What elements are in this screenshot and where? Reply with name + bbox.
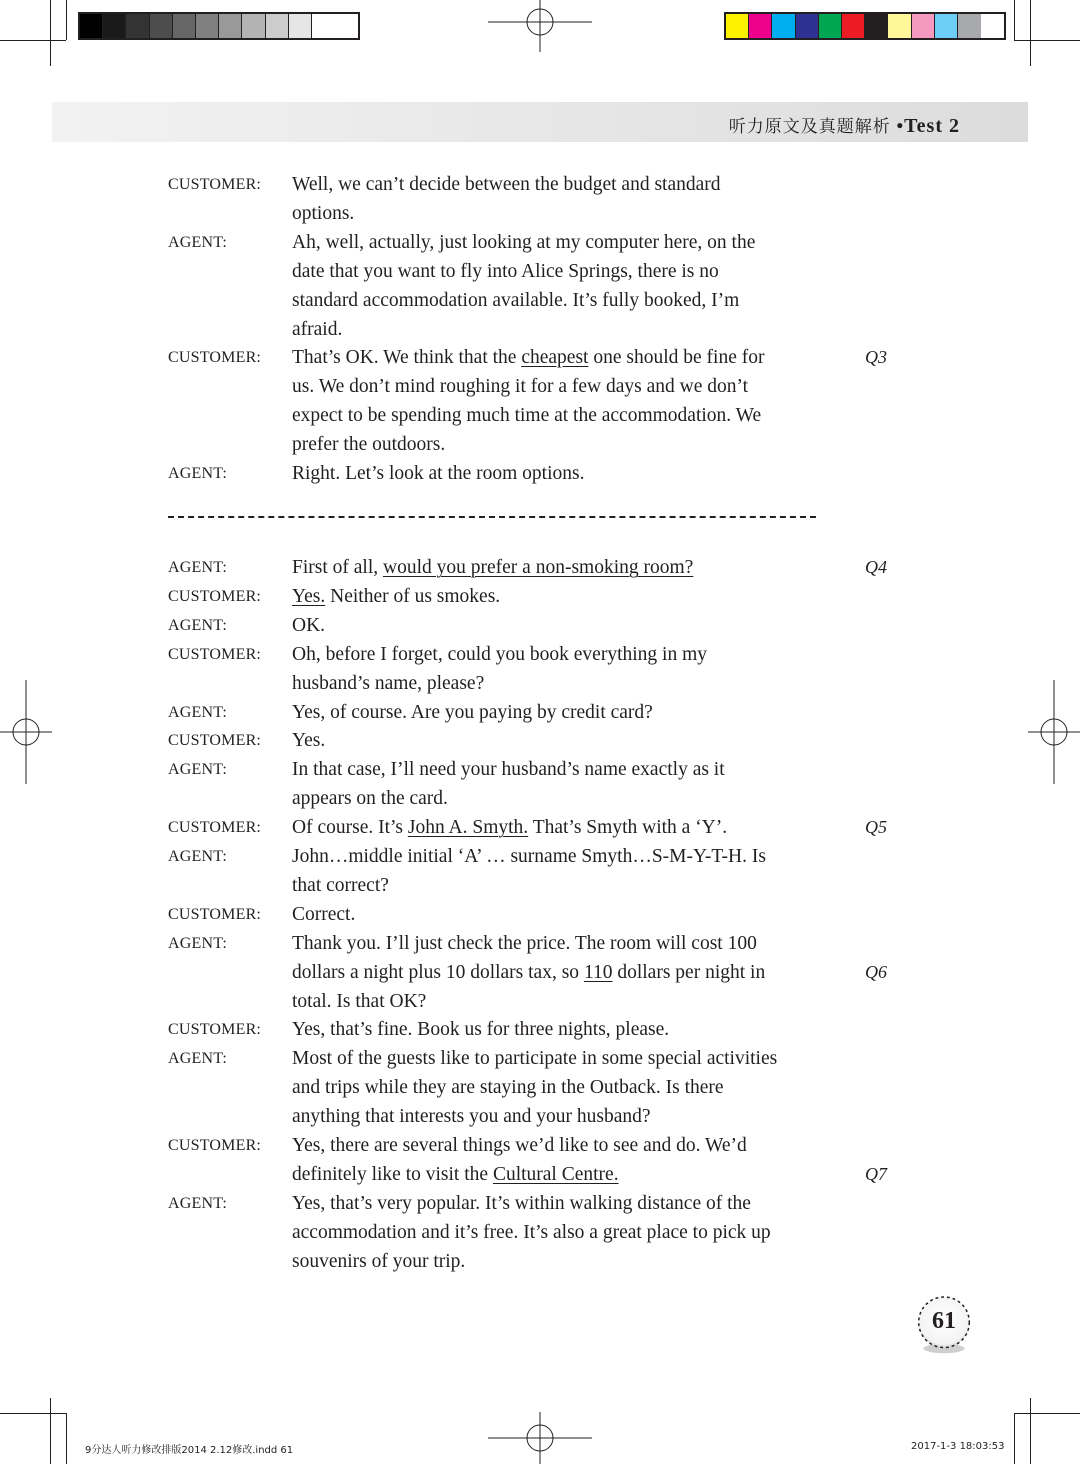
dialogue-line xyxy=(168,669,908,698)
dialogue-line xyxy=(168,315,908,344)
text-segment: Most of the guests like to participate in some special activities xyxy=(292,1048,778,1070)
text-segment: First of all, xyxy=(292,557,383,578)
color-swatch xyxy=(842,14,865,38)
dialogue-line xyxy=(168,1160,908,1189)
color-swatch xyxy=(80,14,103,38)
text-segment: definitely like to visit the xyxy=(292,1163,493,1185)
dialogue-line xyxy=(168,372,908,401)
dialogue-text xyxy=(292,228,755,257)
dialogue-text xyxy=(292,553,693,582)
dialogue-text xyxy=(292,582,500,611)
crop-mark xyxy=(1014,0,1015,40)
dialogue-line xyxy=(168,459,908,488)
text-segment: souvenirs of your trip. xyxy=(292,1250,466,1272)
speaker-label: CUSTOMER: xyxy=(168,176,262,193)
underlined-answer: 110 xyxy=(583,961,613,983)
dialogue-text xyxy=(292,372,748,401)
dialogue-line xyxy=(168,698,908,727)
dialogue-line xyxy=(168,228,908,257)
dialogue-line xyxy=(168,170,908,199)
dialogue-line xyxy=(168,430,908,459)
text-segment: That’s OK. We think that the xyxy=(292,347,522,369)
dialogue-line xyxy=(168,1073,908,1102)
color-swatch xyxy=(796,14,819,38)
question-marker: Q4 xyxy=(865,557,887,577)
header-title-cn: 听力原文及真题解析 xyxy=(728,117,891,137)
text-segment: appears on the card. xyxy=(292,788,448,810)
dialogue-text xyxy=(292,1073,724,1102)
dialogue-line xyxy=(168,343,908,372)
dialogue-text xyxy=(292,698,653,727)
color-swatch xyxy=(312,14,335,38)
color-swatch xyxy=(289,14,312,38)
dialogue-text xyxy=(292,430,445,459)
text-segment: dollars per night in xyxy=(612,961,766,983)
speaker-label: CUSTOMER: xyxy=(168,645,262,663)
text-segment: Of course. It’s xyxy=(292,817,408,839)
text-segment: husband’s name, please? xyxy=(292,672,485,694)
dialogue-text xyxy=(292,987,426,1016)
dialogue-line xyxy=(168,640,908,669)
dialogue-text xyxy=(292,611,325,640)
color-swatch xyxy=(865,14,888,38)
header-test-label: Test 2 xyxy=(904,115,960,137)
speaker-label: AGENT: xyxy=(168,761,228,779)
dialogue-text xyxy=(292,315,342,344)
text-segment: Ah, well, actually, just looking at my computer here, on the xyxy=(292,231,756,253)
dialogue-line xyxy=(168,842,908,871)
dialogue-line xyxy=(168,1218,908,1247)
speaker-label: AGENT: xyxy=(168,703,228,721)
underlined-answer: Cultural Centre. xyxy=(492,1163,619,1185)
crop-mark xyxy=(66,1413,67,1464)
dialogue-line xyxy=(168,257,908,286)
dialogue-line xyxy=(168,987,908,1016)
speaker-label: AGENT: xyxy=(168,233,228,251)
speaker-label: AGENT: xyxy=(168,616,228,634)
dialogue-text xyxy=(292,401,761,430)
text-segment: standard accommodation available. It’s fully booked, I’m xyxy=(292,289,740,311)
dialogue-text xyxy=(292,1102,651,1131)
crop-mark xyxy=(1014,1413,1080,1414)
text-segment: Thank you. I’ll just check the price. The room will cost 100 xyxy=(292,932,757,954)
text-segment: In that case, I’ll need your husband’s name exactly as it xyxy=(292,759,725,781)
dialogue-line xyxy=(168,1102,908,1131)
color-swatch xyxy=(772,14,795,38)
dialogue-text xyxy=(292,1015,669,1044)
footer-timestamp: 2017-1-3 18:03:53 xyxy=(911,1441,1005,1452)
speaker-label: CUSTOMER: xyxy=(168,1137,262,1154)
text-segment: and trips while they are staying in the Outback. Is there xyxy=(292,1077,724,1099)
color-swatch xyxy=(958,14,981,38)
crop-mark xyxy=(0,1413,66,1414)
dialogue-text xyxy=(292,755,725,784)
text-segment: Yes, that’s fine. Book us for three nights, please. xyxy=(292,1019,670,1041)
section-divider xyxy=(168,516,816,518)
speaker-label: CUSTOMER: xyxy=(168,349,262,367)
speaker-label: CUSTOMER: xyxy=(168,732,262,750)
dialogue-text xyxy=(292,726,325,755)
text-segment: anything that interests you and your husband? xyxy=(292,1106,651,1128)
color-swatch xyxy=(173,14,196,38)
text-segment: expect to be spending much time at the accommodation. We xyxy=(292,405,762,427)
dialogue-text xyxy=(292,459,584,488)
dialogue-line xyxy=(168,784,908,813)
color-swatch xyxy=(912,14,935,38)
registration-mark-top xyxy=(488,0,592,52)
crop-mark xyxy=(1030,0,1031,66)
crop-mark xyxy=(0,40,66,41)
color-swatch xyxy=(103,14,126,38)
speaker-label: AGENT: xyxy=(168,559,228,576)
dialogue-line xyxy=(168,553,908,582)
speaker-label: AGENT: xyxy=(168,848,228,865)
text-segment: total. Is that OK? xyxy=(292,990,427,1012)
text-segment: date that you want to fly into Alice Springs, there is no xyxy=(292,260,719,282)
dialogue-line xyxy=(168,726,908,755)
underlined-answer: John A. Smyth. xyxy=(407,817,529,839)
dialogue-line xyxy=(168,1044,908,1073)
speaker-label: CUSTOMER: xyxy=(168,1021,262,1039)
speaker-label: AGENT: xyxy=(168,934,228,952)
question-marker: Q7 xyxy=(865,1163,887,1184)
dialogue-line xyxy=(168,1247,908,1276)
crop-mark xyxy=(50,0,51,66)
text-segment: Right. Let’s look at the room options. xyxy=(292,463,585,484)
registration-mark-left xyxy=(0,680,52,784)
dialogue-text xyxy=(292,1247,465,1276)
dialogue-text xyxy=(292,958,765,987)
speaker-label: CUSTOMER: xyxy=(168,905,262,923)
crop-mark xyxy=(1014,1413,1015,1464)
color-swatch xyxy=(726,14,749,38)
text-segment: that correct? xyxy=(292,874,389,896)
text-segment: options. xyxy=(292,202,355,224)
text-segment: one should be fine for xyxy=(588,347,765,369)
dialogue-text xyxy=(292,170,721,199)
running-header xyxy=(729,112,960,138)
color-swatch xyxy=(749,14,772,38)
dialogue-text xyxy=(292,669,484,698)
text-segment: Well, we can’t decide between the budget and standard xyxy=(292,174,721,195)
dialogue-line xyxy=(168,582,908,611)
text-segment: Correct. xyxy=(292,903,356,925)
text-segment: accommodation and it’s free. It’s also a great place to pick up xyxy=(292,1221,771,1243)
dialogue-line xyxy=(168,199,908,228)
text-segment: Yes. xyxy=(292,730,326,752)
color-swatch xyxy=(888,14,911,38)
speaker-label: AGENT: xyxy=(168,1194,228,1212)
dialogue-text xyxy=(292,871,389,900)
text-segment: That’s Smyth with a ‘Y’. xyxy=(528,817,728,839)
dialogue-line xyxy=(168,1131,908,1160)
dialogue-text xyxy=(292,257,719,286)
crop-mark xyxy=(50,1398,51,1464)
speaker-label: CUSTOMER: xyxy=(168,587,262,605)
color-swatch xyxy=(819,14,842,38)
dialogue-line xyxy=(168,611,908,640)
color-swatch xyxy=(266,14,289,38)
dialogue-text xyxy=(292,286,739,315)
text-segment: us. We don’t mind roughing it for a few days and we don’t xyxy=(292,376,749,398)
grayscale-color-bar xyxy=(78,12,360,40)
registration-mark-right xyxy=(1028,680,1080,784)
dialogue-line xyxy=(168,929,908,958)
underlined-answer: Yes. xyxy=(292,585,326,607)
question-marker: Q5 xyxy=(865,817,887,838)
crop-mark xyxy=(66,0,67,40)
dialogue-line xyxy=(168,1189,908,1218)
dialogue-line xyxy=(168,900,908,929)
dialogue-text xyxy=(292,842,766,871)
color-swatch xyxy=(150,14,173,38)
dialogue-text xyxy=(292,1044,777,1073)
dialogue-text xyxy=(292,813,727,842)
text-segment: Yes, of course. Are you paying by credit card? xyxy=(292,701,653,723)
dialogue-line xyxy=(168,1015,908,1044)
dialogue-text xyxy=(292,784,448,813)
dialogue-text xyxy=(292,343,764,372)
dialogue-line xyxy=(168,755,908,784)
text-segment: Yes, there are several things we’d like to see and do. We’d xyxy=(292,1135,747,1156)
color-swatch xyxy=(242,14,265,38)
dialogue-text xyxy=(292,199,354,228)
speaker-label: AGENT: xyxy=(168,1050,228,1068)
header-separator: • xyxy=(896,116,905,137)
text-segment: prefer the outdoors. xyxy=(292,434,446,456)
text-segment: OK. xyxy=(292,614,326,636)
speaker-label: AGENT: xyxy=(168,465,228,482)
dialogue-text xyxy=(292,1189,751,1218)
speaker-label: CUSTOMER: xyxy=(168,819,262,837)
text-segment: Neither of us smokes. xyxy=(325,585,501,607)
underlined-answer: would you prefer a non-smoking room? xyxy=(383,557,694,578)
dialogue-line xyxy=(168,401,908,430)
color-swatch xyxy=(196,14,219,38)
crop-mark xyxy=(1030,1398,1031,1464)
question-marker: Q3 xyxy=(865,347,887,368)
question-marker: Q6 xyxy=(865,961,887,982)
process-color-bar xyxy=(724,12,1006,40)
dialogue-line xyxy=(168,813,908,842)
dialogue-text xyxy=(292,1218,771,1247)
crop-mark xyxy=(1014,40,1080,41)
color-swatch xyxy=(126,14,149,38)
registration-mark-bottom xyxy=(488,1412,592,1464)
color-swatch xyxy=(219,14,242,38)
underlined-answer: cheapest xyxy=(521,347,589,369)
text-segment: afraid. xyxy=(292,318,343,340)
page-number: 61 xyxy=(932,1308,956,1334)
dialogue-text xyxy=(292,900,355,929)
text-segment: Oh, before I forget, could you book everything in my xyxy=(292,643,708,665)
text-segment: John…middle initial ‘A’ … surname Smyth…S-M-Y-T-H. Is xyxy=(292,846,766,867)
dialogue-line xyxy=(168,958,908,987)
dialogue-line xyxy=(168,286,908,315)
dialogue-text xyxy=(292,1160,619,1189)
dialogue-text xyxy=(292,640,707,669)
dialogue-text xyxy=(292,929,757,958)
color-swatch xyxy=(935,14,958,38)
dialogue-text xyxy=(292,1131,747,1160)
footer-file-name: 9分达人听力修改排版2014 2.12修改.indd 61 xyxy=(85,1445,294,1456)
text-segment: Yes, that’s very popular. It’s within walking distance of the xyxy=(292,1192,751,1214)
dialogue-line xyxy=(168,871,908,900)
text-segment: dollars a night plus 10 dollars tax, so xyxy=(292,961,584,983)
